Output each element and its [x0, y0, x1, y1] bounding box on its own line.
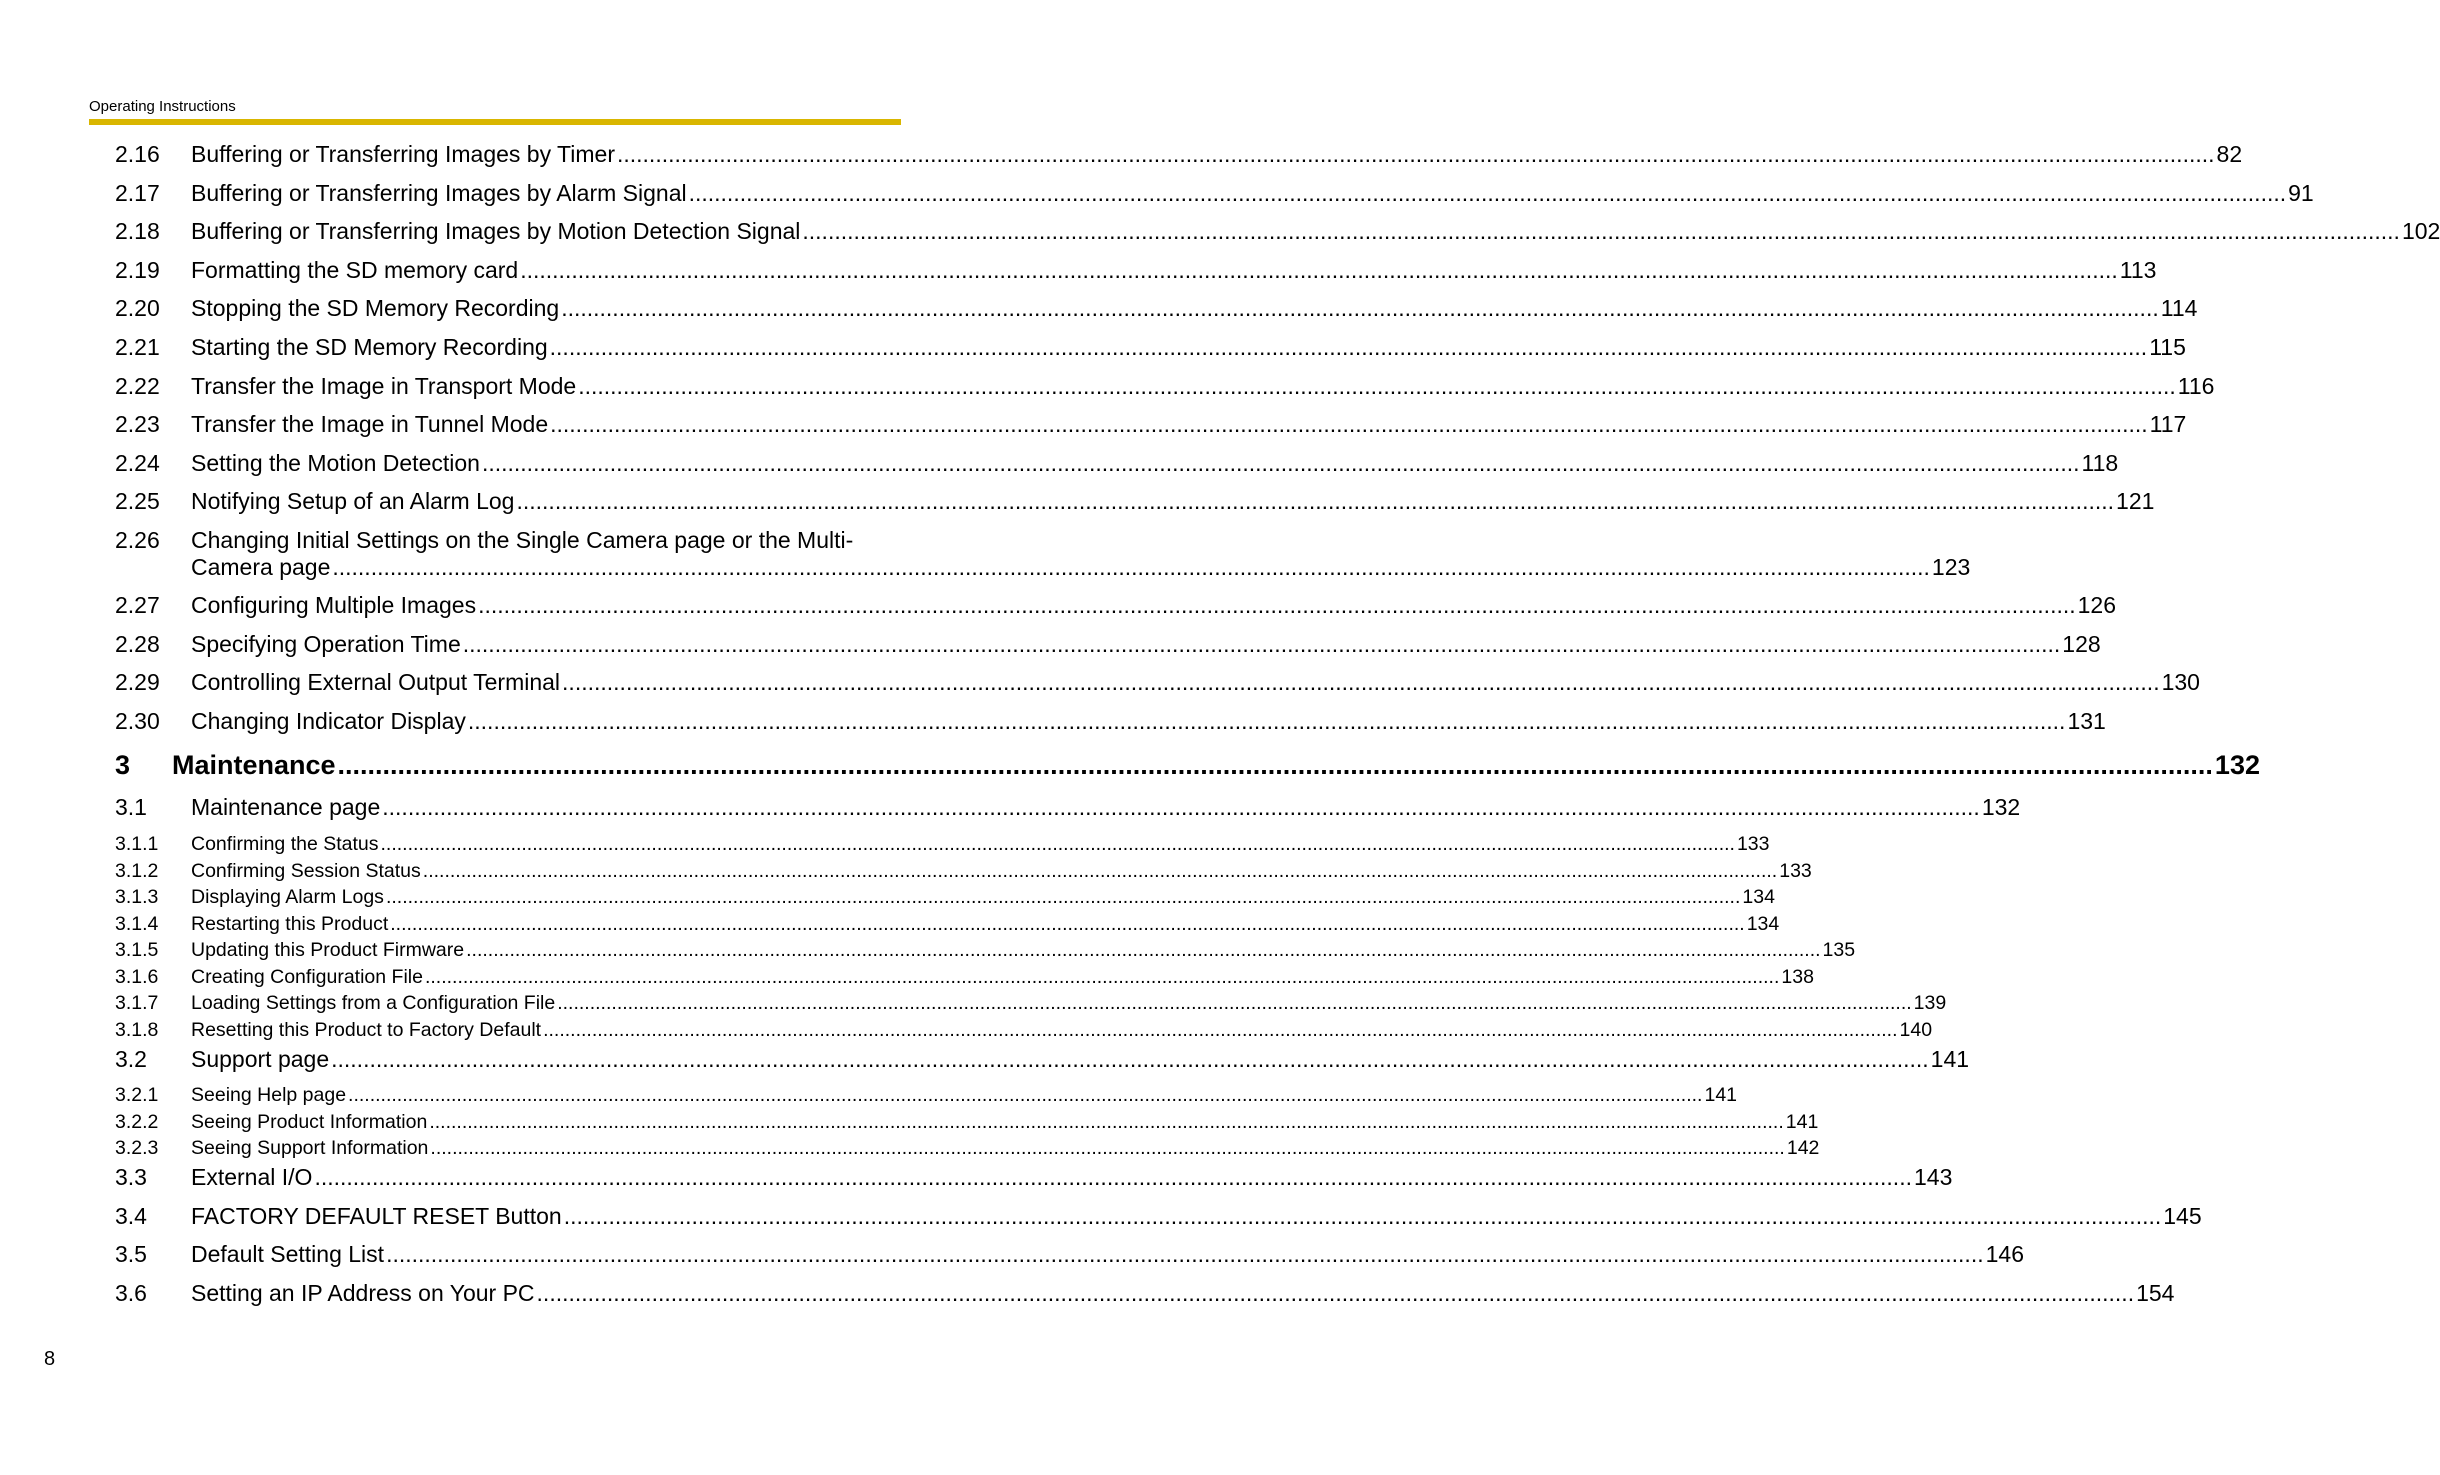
toc-entry-page: 126	[2077, 591, 2117, 618]
toc-subentry-number: 3.1.3	[115, 886, 159, 909]
toc-subentry[interactable]	[115, 1137, 1820, 1164]
dot-leader	[543, 1019, 1897, 1042]
toc-entry-title: Controlling External Output Terminal	[191, 669, 561, 696]
toc-entry-title: Formatting the SD memory card	[191, 256, 519, 283]
toc-entry-number: 2.26	[115, 526, 160, 553]
toc-subentry-title: Displaying Alarm Logs	[191, 886, 384, 909]
toc-entry-number: 2.21	[115, 333, 160, 360]
toc-entry-page: 145	[2163, 1202, 2202, 1229]
toc-entry-title: Default Setting List	[191, 1241, 385, 1268]
dot-leader	[386, 886, 1740, 909]
toc-subentry-page: 138	[1781, 965, 1814, 988]
toc-entry-page: 143	[1913, 1164, 1953, 1191]
toc-subentry-page: 133	[1779, 859, 1812, 882]
toc-subentry[interactable]	[115, 912, 1780, 940]
toc-entry-page: 154	[2136, 1279, 2175, 1306]
toc-subentry-number: 3.1.2	[115, 859, 159, 882]
toc-subentry-title: Loading Settings from a Configuration File	[191, 992, 556, 1015]
toc-subentry-number: 3.1.4	[115, 912, 159, 935]
toc-entry-page: 141	[1930, 1045, 1970, 1072]
toc-entry-page: 121	[2116, 488, 2155, 515]
toc-entry-number: 2.25	[115, 488, 160, 515]
toc-subentry-number: 3.2.3	[115, 1137, 159, 1160]
toc-entry-number: 2.19	[115, 256, 160, 283]
header-rule	[89, 119, 901, 125]
toc-subentry-number: 3.1.7	[115, 992, 159, 1015]
toc-entry-title: Changing Indicator Display	[191, 707, 466, 734]
toc-subentry-page: 141	[1704, 1084, 1738, 1107]
dot-leader	[537, 1280, 2135, 1307]
toc-subentry-number: 3.1.1	[115, 832, 159, 855]
toc-entry-title: Transfer the Image in Tunnel Mode	[191, 411, 549, 438]
toc-entry-number: 3.4	[115, 1202, 147, 1229]
toc-chapter-title: Maintenance	[172, 750, 336, 781]
toc-entry-title: Specifying Operation Time	[191, 630, 461, 657]
toc-subentry-title: Confirming the Status	[191, 832, 379, 855]
toc-entry-page: 132	[1981, 794, 2021, 821]
toc-entry-page: 113	[2119, 256, 2157, 283]
toc-entry[interactable]	[115, 1202, 2202, 1242]
dot-leader	[382, 794, 1980, 821]
toc-chapter-number: 3	[115, 750, 131, 781]
toc-subentry-number: 3.1.8	[115, 1019, 159, 1042]
toc-entry-title: Support page	[191, 1045, 330, 1072]
toc-subentry-title: Confirming Session Status	[191, 859, 421, 882]
toc-subentry-page: 135	[1822, 939, 1856, 962]
toc-subentry-page: 133	[1736, 832, 1770, 855]
toc-subentry[interactable]	[115, 965, 1814, 993]
dot-leader	[578, 373, 2176, 400]
dot-leader	[331, 1046, 1929, 1073]
toc-entry-title: Starting the SD Memory Recording	[191, 333, 548, 360]
dot-leader	[466, 939, 1820, 962]
toc-entry-page: 114	[2160, 295, 2198, 322]
toc-entry-number: 2.20	[115, 295, 160, 322]
toc-entry-title: Maintenance page	[191, 794, 381, 821]
dot-leader	[520, 257, 2118, 284]
toc-entry-number: 2.30	[115, 707, 160, 734]
toc-entry-number: 3.3	[115, 1164, 147, 1191]
toc-subentry[interactable]	[115, 832, 1770, 860]
toc-entry[interactable]	[115, 1279, 2175, 1319]
toc-entry[interactable]	[115, 591, 2117, 631]
toc-entry[interactable]	[115, 218, 2440, 257]
toc-subentry[interactable]	[115, 1110, 1819, 1138]
toc-subentry-number: 3.2.1	[115, 1084, 159, 1107]
dot-leader	[557, 992, 1911, 1015]
dot-leader	[338, 750, 2213, 781]
toc-entry-page: 91	[2288, 179, 2314, 206]
toc-entry-number: 3.1	[115, 794, 147, 821]
dot-leader	[463, 631, 2061, 658]
toc-subentry-page: 134	[1746, 912, 1780, 935]
toc-entry[interactable]	[115, 1045, 1970, 1085]
toc-entry-number: 2.17	[115, 179, 160, 206]
toc-subentry[interactable]	[115, 992, 1947, 1019]
dot-leader	[561, 295, 2159, 322]
dot-leader	[562, 669, 2160, 696]
dot-leader	[429, 1111, 1783, 1134]
dot-leader	[381, 833, 1735, 856]
toc-entry-page: 82	[2216, 141, 2243, 167]
toc-subentry-title: Seeing Support Information	[191, 1137, 429, 1160]
toc-subentry[interactable]	[115, 939, 1856, 966]
dot-leader	[550, 334, 2148, 361]
toc-entry-number: 3.2	[115, 1045, 147, 1072]
toc-entry-title: FACTORY DEFAULT RESET Button	[191, 1202, 562, 1229]
toc-entry-number: 2.23	[115, 411, 160, 438]
toc-entry-page: 118	[2081, 449, 2119, 476]
toc-subentry-page: 142	[1786, 1137, 1820, 1160]
toc-subentry-title: Updating this Product Firmware	[191, 939, 465, 962]
dot-leader	[468, 708, 2066, 735]
toc-entry[interactable]	[115, 411, 2187, 450]
toc-subentry[interactable]	[115, 859, 1812, 887]
toc-subentry-title: Creating Configuration File	[191, 965, 423, 988]
toc-entry[interactable]	[115, 669, 2200, 708]
toc-entry-title: Buffering or Transferring Images by Timer	[191, 141, 615, 167]
dot-leader	[564, 1203, 2162, 1230]
dot-leader	[550, 411, 2148, 438]
toc-entry-page: 130	[2161, 669, 2200, 696]
toc-entry[interactable]	[115, 333, 2186, 373]
toc-entry-number: 2.24	[115, 449, 160, 476]
toc-entry[interactable]	[115, 179, 2314, 219]
toc-entry[interactable]	[115, 449, 2119, 489]
dot-leader	[390, 913, 1744, 936]
toc-chapter-page: 132	[2214, 750, 2260, 781]
dot-leader	[314, 1164, 1912, 1191]
toc-entry-title: External I/O	[191, 1164, 313, 1191]
toc-entry[interactable]	[115, 707, 2106, 747]
toc-subentry-title: Seeing Help page	[191, 1084, 347, 1107]
toc-entry[interactable]	[115, 488, 2155, 527]
toc-entry-number: 2.28	[115, 630, 160, 657]
dot-leader	[617, 141, 2215, 168]
toc-entry-title: Notifying Setup of an Alarm Log	[191, 488, 515, 515]
dot-leader	[478, 592, 2076, 619]
toc-subentry-page: 134	[1742, 886, 1775, 909]
toc-subentry-page: 140	[1899, 1019, 1933, 1042]
toc-subentry-title: Resetting this Product to Factory Default	[191, 1019, 542, 1042]
dot-leader	[689, 180, 2287, 207]
toc-entry-number: 2.22	[115, 372, 160, 399]
dot-leader	[348, 1084, 1702, 1107]
toc-entry-page: 102	[2401, 218, 2440, 245]
toc-entry[interactable]	[115, 1241, 2024, 1280]
toc-entry[interactable]	[115, 256, 2157, 296]
toc-entry-number: 2.18	[115, 218, 160, 245]
toc-entry-title: Stopping the SD Memory Recording	[191, 295, 560, 322]
dot-leader	[425, 966, 1779, 989]
toc-entry-page: 117	[2149, 411, 2187, 438]
toc-entry-page: 128	[2062, 630, 2101, 657]
toc-entry-title: Setting the Motion Detection	[191, 449, 480, 476]
dot-leader	[516, 488, 2114, 515]
toc-entry-page: 123	[1931, 553, 1971, 580]
toc-subentry[interactable]	[115, 1084, 1738, 1111]
dot-leader	[423, 860, 1777, 883]
toc-entry-title: Transfer the Image in Transport Mode	[191, 372, 577, 399]
toc-entry-title: Changing Initial Settings on the Single Camera page or the Multi-	[191, 526, 854, 553]
toc-entry-page: 146	[1985, 1241, 2024, 1268]
toc-entry[interactable]	[115, 630, 2101, 670]
toc-entry-number: 2.27	[115, 591, 160, 618]
table-of-contents	[115, 141, 2440, 1318]
toc-entry-title: Buffering or Transferring Images by Motion Detection Signal	[191, 218, 801, 245]
toc-entry[interactable]	[115, 141, 2243, 180]
page-number: 8	[44, 1348, 56, 1370]
toc-entry[interactable]	[115, 794, 2021, 833]
toc-chapter-entry[interactable]	[115, 750, 2260, 794]
dot-leader	[430, 1137, 1784, 1160]
toc-subentry-number: 3.2.2	[115, 1110, 159, 1133]
toc-subentry-title: Seeing Product Information	[191, 1110, 428, 1133]
toc-entry-number: 3.6	[115, 1279, 147, 1306]
toc-entry-title: Configuring Multiple Images	[191, 591, 477, 618]
running-header: Operating Instructions	[89, 98, 236, 115]
toc-entry[interactable]	[115, 1164, 1953, 1203]
toc-subentry-number: 3.1.6	[115, 965, 159, 988]
dot-leader	[332, 554, 1930, 581]
toc-subentry[interactable]	[115, 886, 1775, 913]
dot-leader	[386, 1241, 1984, 1268]
dot-leader	[802, 218, 2400, 245]
toc-subentry-page: 141	[1785, 1110, 1819, 1133]
toc-entry[interactable]	[115, 372, 2215, 412]
toc-subentry-number: 3.1.5	[115, 939, 159, 962]
toc-entry-number: 3.5	[115, 1241, 147, 1268]
toc-subentry[interactable]	[115, 1019, 1933, 1046]
toc-entry[interactable]	[115, 526, 1971, 581]
toc-subentry-title: Restarting this Product	[191, 912, 389, 935]
toc-entry-title-continued: Camera page	[191, 553, 331, 580]
toc-subentry-page: 139	[1913, 992, 1947, 1015]
toc-entry[interactable]	[115, 295, 2198, 334]
toc-entry-page: 116	[2177, 372, 2215, 399]
toc-entry-number: 2.29	[115, 669, 160, 696]
toc-entry-page: 131	[2067, 707, 2106, 734]
toc-entry-title: Setting an IP Address on Your PC	[191, 1279, 535, 1306]
dot-leader	[482, 450, 2080, 477]
toc-entry-number: 2.16	[115, 141, 160, 167]
toc-entry-page: 115	[2149, 333, 2186, 360]
toc-entry-title: Buffering or Transferring Images by Alarm Signal	[191, 179, 687, 206]
